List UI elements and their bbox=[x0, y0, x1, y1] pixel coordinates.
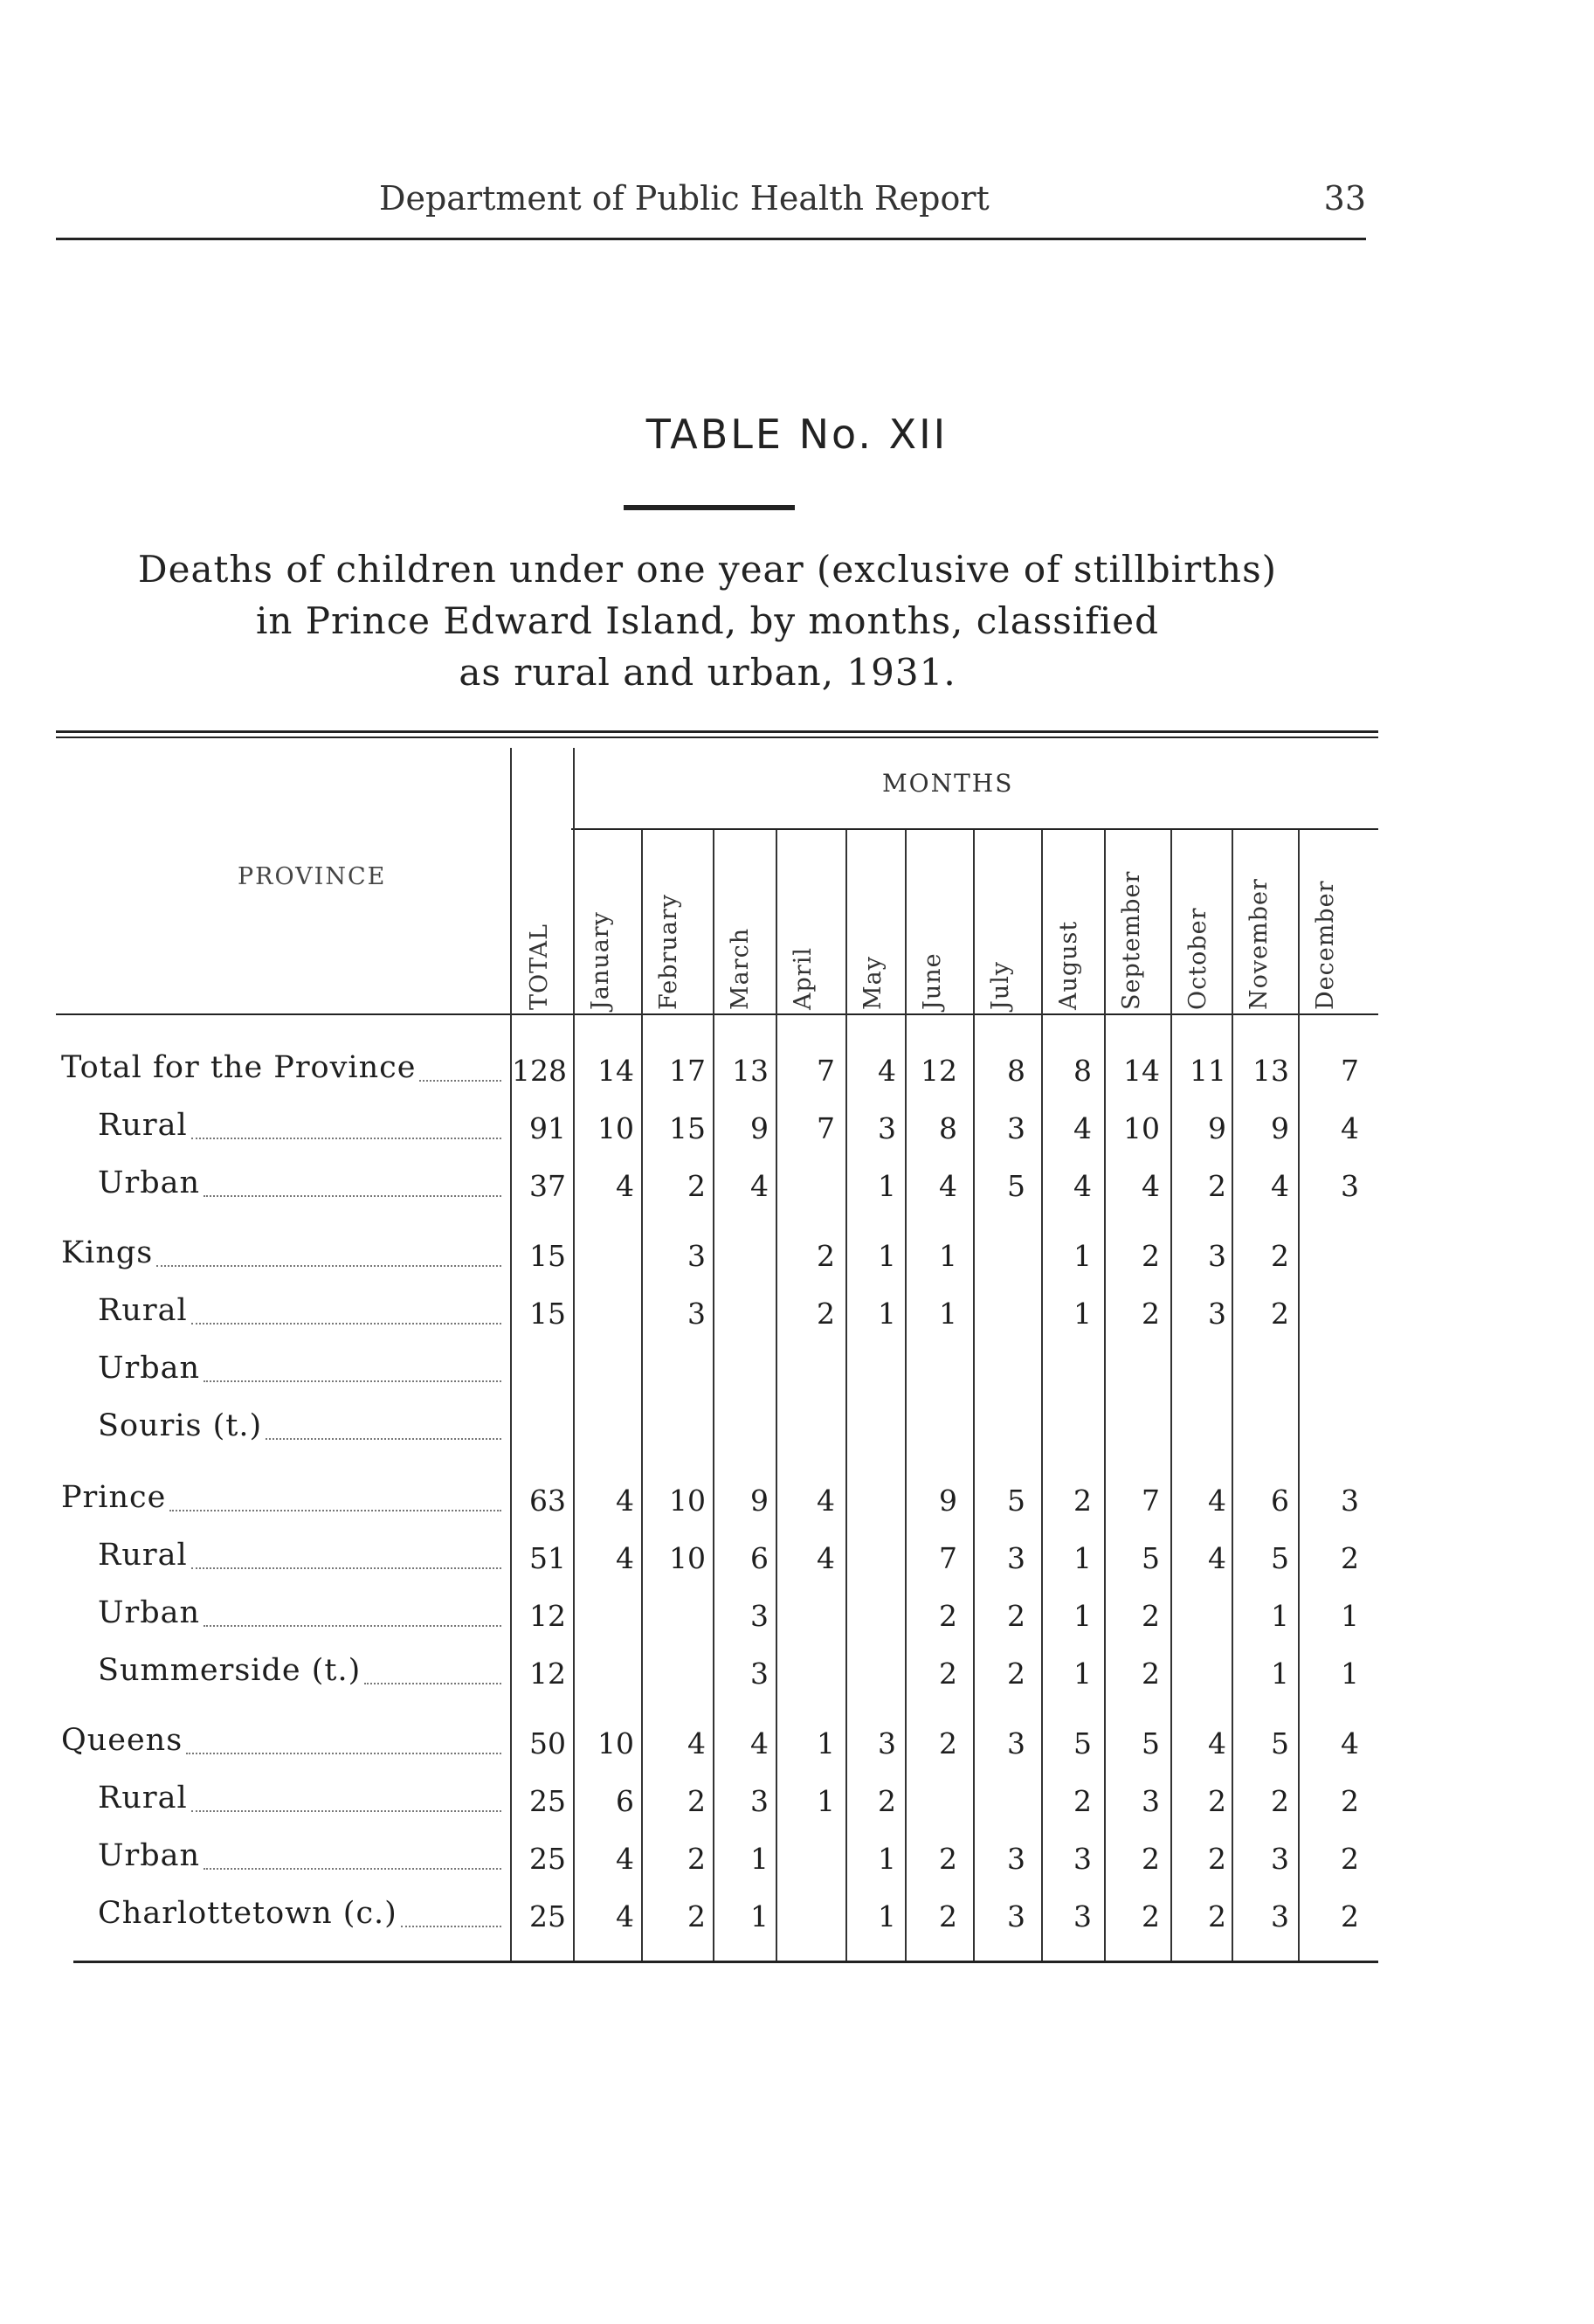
column-header-july: July bbox=[987, 960, 1014, 1010]
table-cell: 8 bbox=[1007, 1054, 1025, 1088]
table-bottom-rule bbox=[73, 1961, 1378, 1963]
table-cell: 1 bbox=[878, 1239, 896, 1273]
title-underline bbox=[624, 505, 795, 510]
table-cell: 4 bbox=[1142, 1169, 1160, 1203]
table-cell: 2 bbox=[687, 1169, 706, 1203]
row-label: Charlottetown (c.) bbox=[98, 1896, 397, 1931]
table-cell: 1 bbox=[878, 1842, 896, 1876]
caption-line-1: Deaths of children under one year (exclusive of stillbirths) bbox=[137, 548, 1278, 591]
table-cell: 3 bbox=[1142, 1784, 1160, 1818]
table-cell: 2 bbox=[687, 1842, 706, 1876]
table-cell: 2 bbox=[1341, 1842, 1359, 1876]
table-cell: 3 bbox=[750, 1784, 769, 1818]
table-cell: 5 bbox=[1271, 1541, 1289, 1575]
table-cell: 2 bbox=[1208, 1899, 1226, 1933]
table-cell: 2 bbox=[939, 1657, 957, 1691]
table-cell: 3 bbox=[1271, 1899, 1289, 1933]
table-cell: 2 bbox=[1007, 1657, 1025, 1691]
table-cell: 5 bbox=[1007, 1169, 1025, 1203]
leader-dots bbox=[401, 1926, 501, 1927]
table-cell: 2 bbox=[687, 1899, 706, 1933]
deaths-table bbox=[56, 730, 1378, 1980]
table-cell: 4 bbox=[616, 1899, 634, 1933]
table-cell: 2 bbox=[1073, 1784, 1092, 1818]
table-cell: 1 bbox=[939, 1297, 957, 1331]
table-cell: 9 bbox=[1271, 1111, 1289, 1145]
table-cell: 15 bbox=[669, 1111, 706, 1145]
row-label: Urban bbox=[98, 1838, 201, 1873]
table-cell: 2 bbox=[878, 1784, 896, 1818]
table-cell: 3 bbox=[687, 1239, 706, 1273]
column-header-june: June bbox=[919, 952, 946, 1010]
table-cell: 4 bbox=[1341, 1111, 1359, 1145]
caption-line-3: as rural and urban, 1931. bbox=[459, 651, 956, 694]
leader-dots bbox=[191, 1323, 501, 1325]
table-cell: 3 bbox=[878, 1726, 896, 1760]
table-cell: 3 bbox=[1007, 1842, 1025, 1876]
column-header-february: February bbox=[655, 893, 682, 1010]
column-header-august: August bbox=[1055, 920, 1082, 1010]
table-cell: 4 bbox=[817, 1484, 835, 1518]
table-cell: 2 bbox=[939, 1842, 957, 1876]
column-divider bbox=[776, 830, 777, 1961]
table-cell: 4 bbox=[939, 1169, 957, 1203]
leader-dots bbox=[169, 1510, 501, 1511]
caption-line-2: in Prince Edward Island, by months, classified bbox=[255, 599, 1160, 642]
table-cell: 2 bbox=[1341, 1541, 1359, 1575]
header-rule bbox=[56, 238, 1366, 240]
column-divider bbox=[641, 830, 643, 1961]
table-cell: 7 bbox=[817, 1054, 835, 1088]
table-cell: 5 bbox=[1271, 1726, 1289, 1760]
table-cell: 1 bbox=[878, 1297, 896, 1331]
column-divider bbox=[510, 748, 512, 1961]
table-cell: 2 bbox=[817, 1239, 835, 1273]
table-cell: 3 bbox=[1271, 1842, 1289, 1876]
leader-dots bbox=[419, 1080, 501, 1082]
table-cell: 6 bbox=[750, 1541, 769, 1575]
table-cell: 4 bbox=[750, 1169, 769, 1203]
leader-dots bbox=[156, 1265, 501, 1267]
column-divider bbox=[573, 748, 575, 1961]
table-cell: 3 bbox=[750, 1599, 769, 1633]
table-cell: 2 bbox=[1341, 1899, 1359, 1933]
table-cell: 3 bbox=[687, 1297, 706, 1331]
table-cell: 5 bbox=[1073, 1726, 1092, 1760]
row-label: Queens bbox=[61, 1723, 183, 1758]
table-cell: 3 bbox=[1341, 1169, 1359, 1203]
table-cell: 2 bbox=[1208, 1784, 1226, 1818]
table-cell: 3 bbox=[750, 1657, 769, 1691]
table-cell: 3 bbox=[1208, 1297, 1226, 1331]
leader-dots bbox=[191, 1567, 501, 1569]
table-cell: 9 bbox=[1208, 1111, 1226, 1145]
row-label: Rural bbox=[98, 1781, 188, 1816]
table-cell: 4 bbox=[1271, 1169, 1289, 1203]
row-label: Urban bbox=[98, 1165, 201, 1200]
table-cell: 2 bbox=[687, 1784, 706, 1818]
table-cell: 25 bbox=[529, 1842, 566, 1876]
leader-dots bbox=[364, 1683, 501, 1684]
table-cell: 15 bbox=[529, 1297, 566, 1331]
row-label: Rural bbox=[98, 1538, 188, 1573]
table-cell: 4 bbox=[1073, 1111, 1092, 1145]
table-cell: 9 bbox=[750, 1111, 769, 1145]
table-cell: 2 bbox=[1142, 1842, 1160, 1876]
column-header-october: October bbox=[1184, 907, 1211, 1010]
header-bottom-rule bbox=[56, 1013, 1378, 1015]
table-cell: 9 bbox=[939, 1484, 957, 1518]
table-cell: 3 bbox=[878, 1111, 896, 1145]
leader-dots bbox=[204, 1380, 501, 1382]
table-cell: 2 bbox=[1271, 1784, 1289, 1818]
row-label: Summerside (t.) bbox=[98, 1653, 362, 1688]
table-cell: 2 bbox=[1142, 1297, 1160, 1331]
table-cell: 12 bbox=[529, 1657, 566, 1691]
table-top-rule bbox=[56, 730, 1378, 733]
table-cell: 4 bbox=[750, 1726, 769, 1760]
table-cell: 2 bbox=[939, 1599, 957, 1633]
table-cell: 4 bbox=[616, 1484, 634, 1518]
table-cell: 2 bbox=[1271, 1239, 1289, 1273]
table-cell: 1 bbox=[750, 1842, 769, 1876]
table-cell: 4 bbox=[616, 1842, 634, 1876]
table-cell: 3 bbox=[1073, 1899, 1092, 1933]
row-label: Rural bbox=[98, 1293, 188, 1328]
page-number: 33 bbox=[1323, 179, 1366, 218]
column-header-total: TOTAL bbox=[526, 923, 553, 1010]
table-title: TABLE No. XII bbox=[645, 411, 949, 458]
table-cell: 8 bbox=[939, 1111, 957, 1145]
table-cell: 2 bbox=[1142, 1239, 1160, 1273]
column-header-november: November bbox=[1246, 878, 1273, 1010]
table-cell: 1 bbox=[1271, 1599, 1289, 1633]
table-cell: 1 bbox=[1073, 1657, 1092, 1691]
table-cell: 12 bbox=[529, 1599, 566, 1633]
table-caption bbox=[87, 543, 1328, 698]
table-cell: 3 bbox=[1007, 1111, 1025, 1145]
leader-dots bbox=[191, 1138, 501, 1139]
table-cell: 2 bbox=[1271, 1297, 1289, 1331]
table-cell: 5 bbox=[1142, 1726, 1160, 1760]
leader-dots bbox=[186, 1753, 501, 1754]
table-cell: 10 bbox=[597, 1111, 634, 1145]
table-cell: 13 bbox=[732, 1054, 769, 1088]
table-cell: 15 bbox=[529, 1239, 566, 1273]
table-top-rule-inner bbox=[56, 737, 1378, 738]
column-divider bbox=[1232, 830, 1233, 1961]
table-cell: 1 bbox=[878, 1899, 896, 1933]
running-header bbox=[56, 179, 1366, 240]
table-cell: 2 bbox=[939, 1899, 957, 1933]
table-cell: 4 bbox=[1073, 1169, 1092, 1203]
table-cell: 11 bbox=[1190, 1054, 1226, 1088]
table-cell: 4 bbox=[817, 1541, 835, 1575]
table-cell: 10 bbox=[669, 1541, 706, 1575]
table-cell: 10 bbox=[1123, 1111, 1160, 1145]
table-cell: 63 bbox=[529, 1484, 566, 1518]
leader-dots bbox=[266, 1438, 501, 1440]
column-header-march: March bbox=[727, 927, 754, 1010]
row-label: Souris (t.) bbox=[98, 1408, 263, 1443]
row-label: Kings bbox=[61, 1235, 154, 1270]
table-cell: 1 bbox=[817, 1726, 835, 1760]
table-cell: 10 bbox=[669, 1484, 706, 1518]
leader-dots bbox=[204, 1868, 501, 1870]
table-cell: 4 bbox=[1208, 1484, 1226, 1518]
row-label: Total for the Province bbox=[61, 1050, 417, 1085]
table-cell: 51 bbox=[529, 1541, 566, 1575]
table-cell: 1 bbox=[1341, 1599, 1359, 1633]
table-cell: 13 bbox=[1252, 1054, 1289, 1088]
table-cell: 4 bbox=[616, 1169, 634, 1203]
table-cell: 7 bbox=[1142, 1484, 1160, 1518]
column-divider bbox=[905, 830, 907, 1961]
leader-dots bbox=[204, 1195, 501, 1197]
column-header-september: September bbox=[1118, 870, 1145, 1010]
months-group-header: MONTHS bbox=[882, 769, 1014, 798]
table-cell: 10 bbox=[597, 1726, 634, 1760]
row-label: Rural bbox=[98, 1108, 188, 1143]
table-cell: 5 bbox=[1142, 1541, 1160, 1575]
column-divider bbox=[973, 830, 975, 1961]
table-cell: 91 bbox=[529, 1111, 566, 1145]
leader-dots bbox=[204, 1625, 501, 1627]
report-title: Department of Public Health Report bbox=[379, 179, 990, 218]
column-header-december: December bbox=[1312, 880, 1339, 1010]
table-cell: 2 bbox=[1007, 1599, 1025, 1633]
table-cell: 37 bbox=[529, 1169, 566, 1203]
column-header-april: April bbox=[790, 947, 817, 1010]
table-cell: 4 bbox=[687, 1726, 706, 1760]
leader-dots bbox=[191, 1810, 501, 1812]
table-cell: 2 bbox=[1208, 1169, 1226, 1203]
table-cell: 7 bbox=[939, 1541, 957, 1575]
table-cell: 9 bbox=[750, 1484, 769, 1518]
table-cell: 2 bbox=[1142, 1899, 1160, 1933]
table-cell: 7 bbox=[817, 1111, 835, 1145]
table-cell: 2 bbox=[1142, 1657, 1160, 1691]
table-cell: 8 bbox=[1073, 1054, 1092, 1088]
table-cell: 1 bbox=[1073, 1541, 1092, 1575]
table-cell: 1 bbox=[817, 1784, 835, 1818]
table-cell: 2 bbox=[817, 1297, 835, 1331]
table-cell: 4 bbox=[616, 1541, 634, 1575]
row-label: Urban bbox=[98, 1595, 201, 1630]
table-cell: 1 bbox=[1271, 1657, 1289, 1691]
table-cell: 2 bbox=[1341, 1784, 1359, 1818]
table-cell: 1 bbox=[878, 1169, 896, 1203]
table-cell: 128 bbox=[512, 1054, 567, 1088]
table-cell: 14 bbox=[597, 1054, 634, 1088]
table-cell: 4 bbox=[1208, 1726, 1226, 1760]
table-cell: 2 bbox=[1208, 1842, 1226, 1876]
column-divider bbox=[1298, 830, 1300, 1961]
province-column-header: PROVINCE bbox=[238, 863, 387, 890]
table-cell: 3 bbox=[1341, 1484, 1359, 1518]
table-cell: 25 bbox=[529, 1899, 566, 1933]
table-cell: 3 bbox=[1007, 1541, 1025, 1575]
table-cell: 1 bbox=[1073, 1239, 1092, 1273]
table-cell: 50 bbox=[529, 1726, 566, 1760]
table-cell: 17 bbox=[669, 1054, 706, 1088]
table-cell: 2 bbox=[1073, 1484, 1092, 1518]
table-cell: 3 bbox=[1007, 1726, 1025, 1760]
column-header-may: May bbox=[859, 956, 887, 1010]
row-label: Prince bbox=[61, 1480, 167, 1515]
table-cell: 2 bbox=[939, 1726, 957, 1760]
table-cell: 1 bbox=[750, 1899, 769, 1933]
table-cell: 7 bbox=[1341, 1054, 1359, 1088]
table-cell: 1 bbox=[1341, 1657, 1359, 1691]
column-header-january: January bbox=[587, 911, 614, 1010]
table-cell: 4 bbox=[1341, 1726, 1359, 1760]
table-cell: 6 bbox=[616, 1784, 634, 1818]
table-cell: 12 bbox=[921, 1054, 957, 1088]
months-rule bbox=[571, 828, 1378, 830]
table-cell: 1 bbox=[939, 1239, 957, 1273]
row-label: Urban bbox=[98, 1351, 201, 1386]
table-cell: 1 bbox=[1073, 1297, 1092, 1331]
table-cell: 25 bbox=[529, 1784, 566, 1818]
table-cell: 2 bbox=[1142, 1599, 1160, 1633]
table-cell: 3 bbox=[1073, 1842, 1092, 1876]
table-cell: 14 bbox=[1123, 1054, 1160, 1088]
table-cell: 6 bbox=[1271, 1484, 1289, 1518]
table-cell: 4 bbox=[878, 1054, 896, 1088]
table-cell: 4 bbox=[1208, 1541, 1226, 1575]
table-cell: 5 bbox=[1007, 1484, 1025, 1518]
table-cell: 3 bbox=[1208, 1239, 1226, 1273]
table-cell: 1 bbox=[1073, 1599, 1092, 1633]
table-cell: 3 bbox=[1007, 1899, 1025, 1933]
